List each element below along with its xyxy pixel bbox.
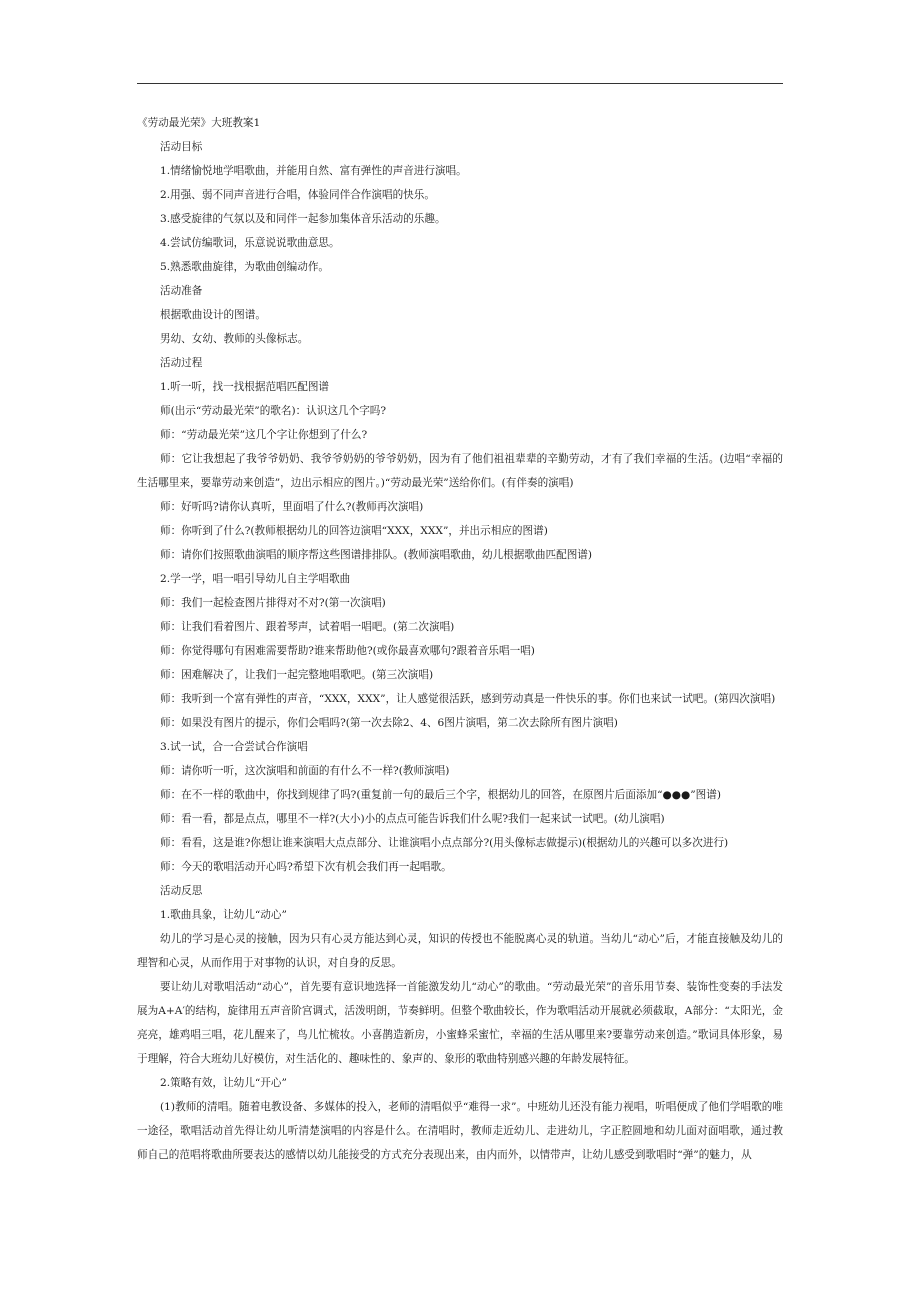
dialogue-line: 师：请你们按照歌曲演唱的顺序帮这些图谱排排队。(教师演唱歌曲，幼儿根据歌曲匹配图谱) (160, 549, 593, 561)
reflection-heading: 2.策略有效，让幼儿“开心” (160, 1077, 287, 1089)
dialogue-line: 师：好听吗?请你认真听，里面唱了什么?(教师再次演唱) (160, 501, 424, 513)
dialogue-line: 师：我听到一个富有弹性的声音，“XXX，XXX”，让人感觉很活跃，感到劳动真是一件快乐的事。你们也来试一试吧。(第四次演唱) (160, 693, 776, 705)
dialogue-line: 师：你觉得哪句有困难需要帮助?谁来帮助他?(或你最喜欢哪句?跟着音乐唱一唱) (160, 645, 535, 657)
dialogue-line: 师：让我们看着图片、跟着琴声，试着唱一唱吧。(第二次演唱) (160, 621, 455, 633)
goal-item: 2.用强、弱不同声音进行合唱，体验同伴合作演唱的快乐。 (160, 189, 435, 201)
process-step-heading: 1.听一听，找一找根据范唱匹配图谱 (160, 381, 330, 393)
dialogue-line: 师：困难解决了，让我们一起完整地唱歌吧。(第三次演唱) (160, 669, 434, 681)
section-heading-process: 活动过程 (160, 357, 203, 369)
section-heading-preparation: 活动准备 (160, 285, 203, 297)
dialogue-line: 师：你听到了什么?(教师根据幼儿的回答边演唱“XXX，XXX”，并出示相应的图谱) (160, 525, 548, 537)
reflection-heading: 1.歌曲具象，让幼儿“动心” (160, 909, 287, 921)
dialogue-line: 师：它让我想起了我爷爷奶奶、我爷爷奶奶的爷爷奶奶，因为有了他们祖祖辈辈的辛勤劳动，才有了我们幸福的生活。(边唱“幸福的生活哪里来，要靠劳动来创造”，边出示相应的图片。)“劳动最光荣”送给你们。(有伴奏的演唱) (137, 453, 783, 489)
goal-item: 3.感受旋律的气氛以及和同伴一起参加集体音乐活动的乐趣。 (160, 213, 446, 225)
goal-item: 1.情绪愉悦地学唱歌曲，并能用自然、富有弹性的声音进行演唱。 (160, 165, 467, 177)
reflection-paragraph: 要让幼儿对歌唱活动“动心”，首先要有意识地选择一首能激发幼儿“动心”的歌曲。“劳动最光荣”的音乐用节奏、装饰性变奏的手法发展为A+A′的结构，旋律用五声音阶宫调式，活泼明朗，节奏鲜明。但整个歌曲较长，作为歌唱活动开展就必须截取，A部分：“太阳光，金亮亮，雄鸡唱三唱，花儿醒来了，鸟儿忙梳妆。小喜鹊造新房，小蜜蜂采蜜忙，幸福的生活从哪里来?要靠劳动来创造。”歌词具体形象，易于理解，符合大班幼儿好模仿，对生活化的、趣味性的、象声的、象形的歌曲特别感兴趣的年龄发展特征。 (137, 981, 783, 1065)
goal-item: 4.尝试仿编歌词，乐意说说歌曲意思。 (160, 237, 340, 249)
process-step-heading: 2.学一学，唱一唱引导幼儿自主学唱歌曲 (160, 573, 351, 585)
header-rule (137, 83, 783, 84)
dialogue-line: 师：看看，这是谁?你想让谁来演唱大点点部分、让谁演唱小点点部分?(用头像标志做提示)(根据幼儿的兴趣可以多次进行) (160, 837, 729, 849)
dialogue-line: 师：今天的歌唱活动开心吗?希望下次有机会我们再一起唱歌。 (160, 861, 452, 873)
reflection-paragraph: 幼儿的学习是心灵的接触，因为只有心灵方能达到心灵，知识的传授也不能脱离心灵的轨道。当幼儿“动心”后，才能直接触及幼儿的理智和心灵，从而作用于对事物的认识，对自身的反思。 (137, 933, 783, 969)
reflection-paragraph: (1)教师的清唱。随着电教设备、多媒体的投入，老师的清唱似乎“难得一求”。中班幼儿还没有能力视唱，听唱便成了他们学唱歌的唯一途径，歌唱活动首先得让幼儿听清楚演唱的内容是什么。在清唱时，教师走近幼儿、走进幼儿，字正腔圆地和幼儿面对面唱歌，通过教师自己的范唱将歌曲所要表达的感情以幼儿能接受的方式充分表现出来，由内而外，以情带声，让幼儿感受到歌唱时“弹”的魅力，从 (137, 1101, 783, 1161)
preparation-item: 男幼、女幼、教师的头像标志。 (160, 333, 309, 345)
preparation-item: 根据歌曲设计的图谱。 (160, 309, 266, 321)
dialogue-line: 师：我们一起检查图片排得对不对?(第一次演唱) (160, 597, 386, 609)
process-step-heading: 3.试一试，合一合尝试合作演唱 (160, 741, 308, 753)
section-heading-goals: 活动目标 (160, 141, 203, 153)
dialogue-line: 师：“劳动最光荣”这几个字让你想到了什么? (160, 429, 368, 441)
dialogue-line: 师：请你听一听，这次演唱和前面的有什么不一样?(教师演唱) (160, 765, 450, 777)
dialogue-line: 师：如果没有图片的提示，你们会唱吗?(第一次去除2、4、6图片演唱，第二次去除所有图片演唱) (160, 717, 618, 729)
dialogue-line: 师：在不一样的歌曲中，你找到规律了吗?(重复前一句的最后三个字，根据幼儿的回答，在原图片后面添加“●●●”图谱) (160, 789, 722, 801)
dialogue-line: 师：看一看，都是点点，哪里不一样?(大小)小的点点可能告诉我们什么呢?我们一起来试一试吧。(幼儿演唱) (160, 813, 665, 825)
dialogue-line: 师(出示“劳动最光荣”的歌名)：认识这几个字吗? (160, 405, 387, 417)
document-body (137, 111, 783, 1167)
goal-item: 5.熟悉歌曲旋律，为歌曲创编动作。 (160, 261, 330, 273)
document-title: 《劳动最光荣》大班教案1 (137, 117, 261, 129)
section-heading-reflection: 活动反思 (160, 885, 203, 897)
